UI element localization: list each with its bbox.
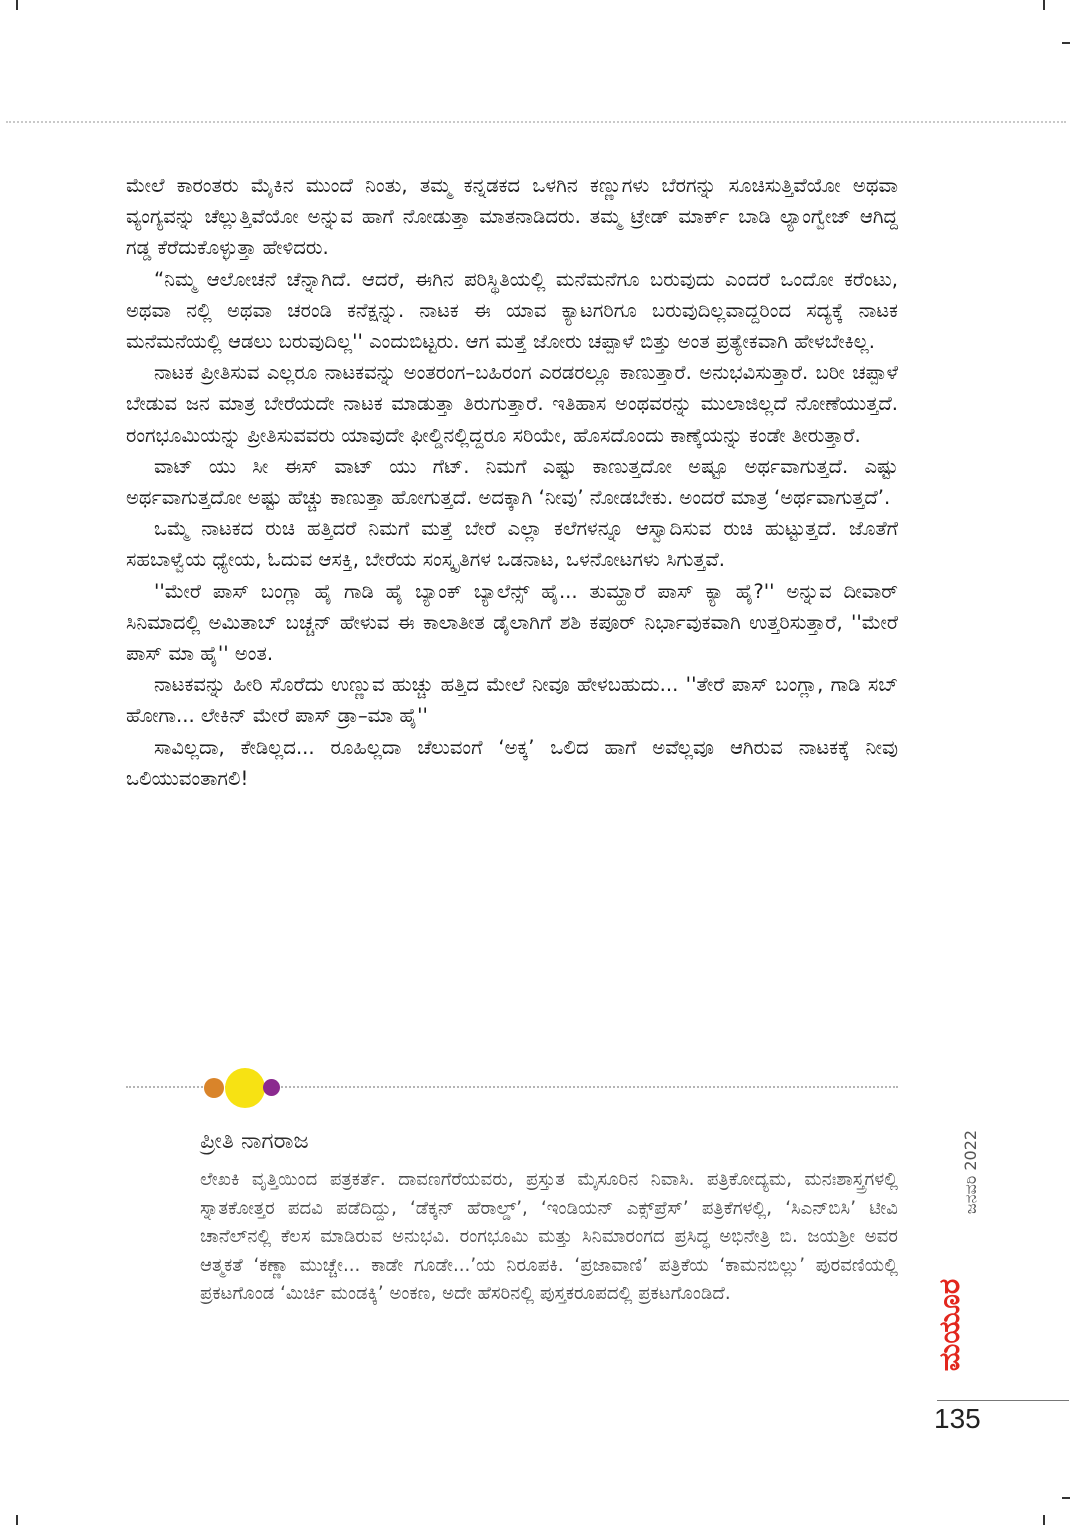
author-box [200,1122,898,1309]
paragraph: ಸಾವಿಲ್ಲದಾ, ಕೇಡಿಲ್ಲದ... ರೂಹಿಲ್ಲದಾ ಚೆಲುವಂಗೆ ‘ಅಕ್ಕ’ ಒಲಿದ ಹಾಗೆ ಅವೆಲ್ಲವೂ ಆಗಿರುವ ನಾಟಕಕ್ಕೆ ನೀವು ಒಲಿಯುವಂತಾಗಲಿ! [126,735,898,790]
author-separator [126,1065,898,1111]
paragraph: ''ಮೇರೆ ಪಾಸ್ ಬಂಗ್ಲಾ ಹೈ ಗಾಡಿ ಹೈ ಬ್ಯಾಂಕ್ ಬ್ಯಾಲೆನ್ಸ್ ಹೈ... ತುಮ್ಹಾರೆ ಪಾಸ್ ಕ್ಯಾ ಹೈ?'' ಅನ್ನುವ ದೀವಾರ್ ಸಿನಿಮಾದಲ್ಲಿ ಅಮಿತಾಬ್ ಬಚ್ಚನ್ ಹೇಳುವ ಈ ಕಾಲಾತೀತ ಡೈಲಾಗಿಗೆ ಶಶಿ ಕಪೂರ್ ನಿರ್ಭಾವುಕವಾಗಿ ಉತ್ತರಿಸುತ್ತಾರೆ, ''ಮೇರೆ ಪಾಸ್ ಮಾ ಹೈ'' ಅಂತ. [126,579,898,666]
crop-mark-right-lower [1062,1497,1070,1499]
paragraph: ನಾಟಕವನ್ನು ಹೀರಿ ಸೊರೆದು ಉಣ್ಣುವ ಹುಚ್ಚು ಹತ್ತಿದ ಮೇಲೆ ನೀವೂ ಹೇಳಬಹುದು... ''ತೇರೆ ಪಾಸ್ ಬಂಗ್ಲಾ, ಗಾಡಿ ಸಬ್ ಹೋಗಾ... ಲೇಕಿನ್ ಮೇರೆ ಪಾಸ್ ಡ್ರಾ–ಮಾ ಹೈ'' [126,673,898,728]
crop-mark-right-upper [1062,42,1070,44]
orange-dot [204,1078,224,1098]
purple-dot [263,1079,280,1096]
magazine-logo: ಮಯೂರ [932,1278,966,1372]
crop-mark-bottom-left [16,1515,18,1525]
paragraph: ಮೇಲೆ ಕಾರಂತರು ಮೈಕಿನ ಮುಂದೆ ನಿಂತು, ತಮ್ಮ ಕನ್ನಡಕದ ಒಳಗಿನ ಕಣ್ಣುಗಳು ಬೆರಗನ್ನು ಸೂಚಿಸುತ್ತಿವೆಯೋ ಅಥವಾ ವ್ಯಂಗ್ಯವನ್ನು ಚೆಲ್ಲುತ್ತಿವೆಯೋ ಅನ್ನುವ ಹಾಗೆ ನೋಡುತ್ತಾ ಮಾತನಾಡಿದರು. ತಮ್ಮ ಟ್ರೇಡ್ ಮಾರ್ಕ್ ಬಾಡಿ ಲ್ಯಾಂಗ್ವೇಜ್ ಆಗಿದ್ದ ಗಡ್ಡ ಕೆರೆದುಕೊಳ್ಳುತ್ತಾ ಹೇಳಿದರು. [126,174,898,260]
page-number: 135 [934,1403,981,1434]
top-dotted-rule [6,121,1066,123]
crop-mark-bottom-right [1043,1515,1045,1525]
paragraph: ನಾಟಕ ಪ್ರೀತಿಸುವ ಎಲ್ಲರೂ ನಾಟಕವನ್ನು ಅಂತರಂಗ–ಬಹಿರಂಗ ಎರಡರಲ್ಲೂ ಕಾಣುತ್ತಾರೆ. ಅನುಭವಿಸುತ್ತಾರೆ. ಬರೀ ಚಪ್ಪಾಳೆ ಬೇಡುವ ಜನ ಮಾತ್ರ ಬೇರೆಯದೇ ನಾಟಕ ಮಾಡುತ್ತಾ ತಿರುಗುತ್ತಾರೆ. ಇತಿಹಾಸ ಅಂಥವರನ್ನು ಮುಲಾಜಿಲ್ಲದೆ ನೋಣೆಯುತ್ತದೆ. ರಂಗಭೂಮಿಯನ್ನು ಪ್ರೀತಿಸುವವರು ಯಾವುದೇ ಫೀಲ್ಡಿನಲ್ಲಿದ್ದರೂ ಸರಿಯೇ, ಹೊಸದೊಂದು ಕಾಣ್ಕೆಯನ್ನು ಕಂಡೇ ತೀರುತ್ತಾರೆ. [126,361,898,447]
author-bio: ಲೇಖಕಿ ವೃತ್ತಿಯಿಂದ ಪತ್ರಕರ್ತೆ. ದಾವಣಗೆರೆಯವರು, ಪ್ರಸ್ತುತ ಮೈಸೂರಿನ ನಿವಾಸಿ. ಪತ್ರಿಕೋದ್ಯಮ, ಮನಃಶಾಸ್ತ್ರಗಳಲ್ಲಿ ಸ್ನಾತಕೋತ್ತರ ಪದವಿ ಪಡೆದಿದ್ದು, ‘ಡೆಕ್ಕನ್ ಹೆರಾಲ್ಡ್’, ‘ಇಂಡಿಯನ್ ಎಕ್ಸ್‌ಪ್ರೆಸ್’ ಪತ್ರಿಕೆಗಳಲ್ಲಿ, ‘ಸಿಎನ್‌ಬಿಸಿ’ ಟೀವಿ ಚಾನೆಲ್‌ನಲ್ಲಿ ಕೆಲಸ ಮಾಡಿರುವ ಅನುಭವಿ. ರಂಗಭೂಮಿ ಮತ್ತು ಸಿನಿಮಾರಂಗದ ಪ್ರಸಿದ್ಧ ಅಭಿನೇತ್ರಿ ಬಿ. ಜಯಶ್ರೀ ಅವರ ಆತ್ಮಕತೆ ‘ಕಣ್ಣಾ ಮುಚ್ಚೇ... ಕಾಡೇ ಗೂಡೇ...’ಯ ನಿರೂಪಕಿ. ‘ಪ್ರಜಾವಾಣಿ’ ಪತ್ರಿಕೆಯ ‘ಕಾಮನಬಿಲ್ಲು’ ಪುರವಣಿಯಲ್ಲಿ ಪ್ರಕಟಗೊಂಡ ‘ಮಿರ್ಚಿ ಮಂಡಕ್ಕಿ’ ಅಂಕಣ, ಅದೇ ಹೆಸರಿನಲ್ಲಿ ಪುಸ್ತಕರೂಪದಲ್ಲಿ ಪ್ರಕಟಗೊಂಡಿದೆ. [200,1169,898,1305]
article-body [126,170,898,1050]
author-name: ಪ್ರೀತಿ ನಾಗರಾಜ [200,1128,309,1154]
crop-mark-top-right [1043,0,1045,10]
paragraph: “ನಿಮ್ಮ ಆಲೋಚನೆ ಚೆನ್ನಾಗಿದೆ. ಆದರೆ, ಈಗಿನ ಪರಿಸ್ಥಿತಿಯಲ್ಲಿ ಮನೆಮನೆಗೂ ಬರುವುದು ಎಂದರೆ ಒಂದೋ ಕರೆಂಟು, ಅಥವಾ ನಲ್ಲಿ ಅಥವಾ ಚರಂಡಿ ಕನೆಕ್ಷನ್ನು. ನಾಟಕ ಈ ಯಾವ ಕ್ಯಾಟಗರಿಗೂ ಬರುವುದಿಲ್ಲವಾದ್ದರಿಂದ ಸದ್ಯಕ್ಕೆ ನಾಟಕ ಮನೆಮನೆಯಲ್ಲಿ ಆಡಲು ಬರುವುದಿಲ್ಲ'' ಎಂದುಬಿಟ್ಟರು. ಆಗ ಮತ್ತೆ ಜೋರು ಚಪ್ಪಾಳೆ ಬಿತ್ತು ಅಂತ ಪ್ರತ್ಯೇಕವಾಗಿ ಹೇಳಬೇಕಿಲ್ಲ. [126,267,898,354]
page-number-rule [937,1400,1069,1401]
paragraph: ವಾಟ್ ಯು ಸೀ ಈಸ್ ವಾಟ್ ಯು ಗೆಟ್. ನಿಮಗೆ ಎಷ್ಟು ಕಾಣುತ್ತದೋ ಅಷ್ಟೂ ಅರ್ಥವಾಗುತ್ತದೆ. ಎಷ್ಟು ಅರ್ಥವಾಗುತ್ತದೋ ಅಷ್ಟು ಹೆಚ್ಚು ಕಾಣುತ್ತಾ ಹೋಗುತ್ತದೆ. ಅದಕ್ಕಾಗಿ ‘ನೀವು’ ನೋಡಬೇಕು. ಅಂದರೆ ಮಾತ್ರ ‘ಅರ್ಥವಾಗುತ್ತದೆ’. [126,454,898,510]
yellow-dot [225,1068,265,1108]
paragraph: ಒಮ್ಮೆ ನಾಟಕದ ರುಚಿ ಹತ್ತಿದರೆ ನಿಮಗೆ ಮತ್ತೆ ಬೇರೆ ಎಲ್ಲಾ ಕಲೆಗಳನ್ನೂ ಆಸ್ವಾದಿಸುವ ರುಚಿ ಹುಟ್ಟುತ್ತದೆ. ಜೊತೆಗೆ ಸಹಬಾಳ್ವೆಯ ಧ್ಯೇಯ, ಓದುವ ಆಸಕ್ತಿ, ಬೇರೆಯ ಸಂಸ್ಕೃತಿಗಳ ಒಡನಾಟ, ಒಳನೋಟಗಳು ಸಿಗುತ್ತವೆ. [126,517,898,572]
crop-mark-top-left [16,0,18,10]
issue-date: ಜನವರಿ 2022 [961,1129,980,1215]
